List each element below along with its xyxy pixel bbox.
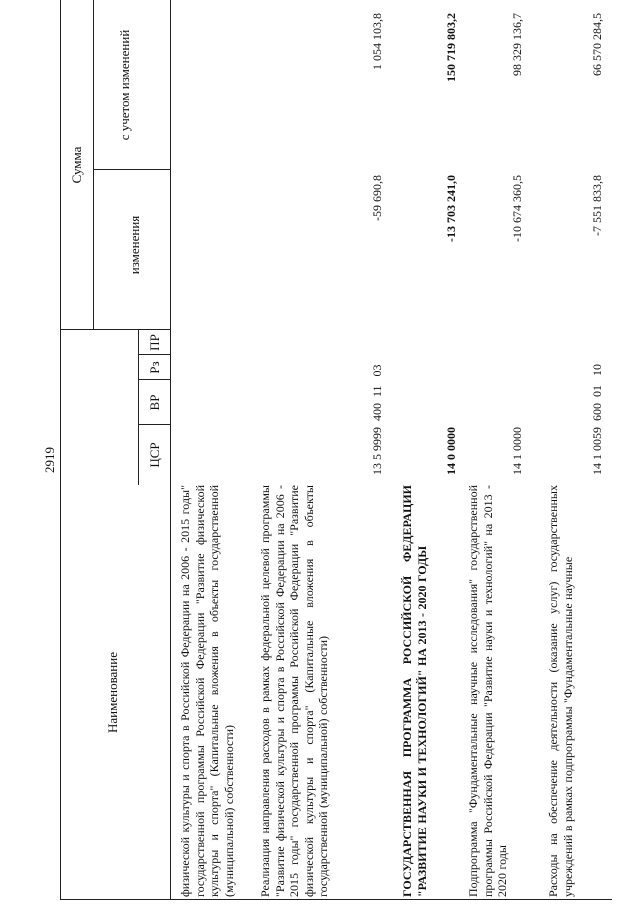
page-number: 2919 [42, 447, 57, 473]
row-codes: 14 0 0000 [444, 427, 458, 475]
budget-table [58, 0, 612, 905]
row-name: Подпрограмма "Фундаментальные научные исследования" государственной программы Российской Федерации "Развитие науки и технологий" на 2013 - 2020 годы [466, 485, 510, 897]
row-total: 66 570 284,5 [590, 13, 604, 76]
table-left-border [60, 899, 612, 900]
header-change: изменения [127, 215, 142, 275]
row-change: -10 674 360,5 [510, 175, 524, 242]
row-name: Реализация направления расходов в рамках федеральной целевой программы "Развитие физической культуры и спорта в Российской Федерации на 2006 - 2015 годы" государственной программы Российской Федерации "Развитие физической культуры и спорта" (Капитальные вложения в объекты государственной (муниципальной) собственности) [258, 485, 331, 897]
row-name: ГОСУДАРСТВЕННАЯ ПРОГРАММА РОССИЙСКОЙ ФЕДЕРАЦИИ "РАЗВИТИЕ НАУКИ И ТЕХНОЛОГИЙ" НА 2013 - 2020 ГОДЫ [400, 485, 429, 897]
header-rz: Рз [147, 361, 162, 374]
row-name: Расходы на обеспечение деятельности (оказание услуг) государственных учреждений в рамках подпрограммы "Фундаментальные научные [546, 485, 575, 897]
header-csr: ЦСР [147, 442, 162, 468]
row-change: -7 551 833,8 [590, 175, 604, 236]
header-sum: Сумма [69, 146, 84, 184]
header-vr: ВР [147, 394, 162, 411]
header-with-changes: с учетом изменений [117, 29, 132, 141]
row-codes: 13 5 9999 400 11 03 [370, 364, 384, 475]
rotated-table-page [58, 0, 612, 905]
header-bottom-border [170, 0, 171, 900]
header-name: Наименование [105, 652, 120, 733]
row-change: -13 703 241,0 [444, 175, 458, 242]
row-change: -59 690,8 [370, 175, 384, 221]
header-pr: ПР [147, 334, 162, 351]
row-codes: 14 1 0000 [510, 427, 524, 475]
row-total: 98 329 136,7 [510, 13, 524, 76]
row-total: 1 054 103,8 [370, 13, 384, 70]
sum-subheader-line [93, 0, 94, 330]
table-top-border [60, 0, 61, 900]
change-column-border [93, 169, 170, 170]
row-codes: 14 1 0059 600 01 10 [590, 364, 604, 475]
row-total: 150 719 803,2 [444, 13, 458, 82]
row-name: физической культуры и спорта в Российской Федерации на 2006 - 2015 годы" государственной программы Российской Федерации "Развитие физической культуры и спорта" (Капитальные вложения в объекты государственной (муниципальной) собственности) [178, 485, 236, 897]
